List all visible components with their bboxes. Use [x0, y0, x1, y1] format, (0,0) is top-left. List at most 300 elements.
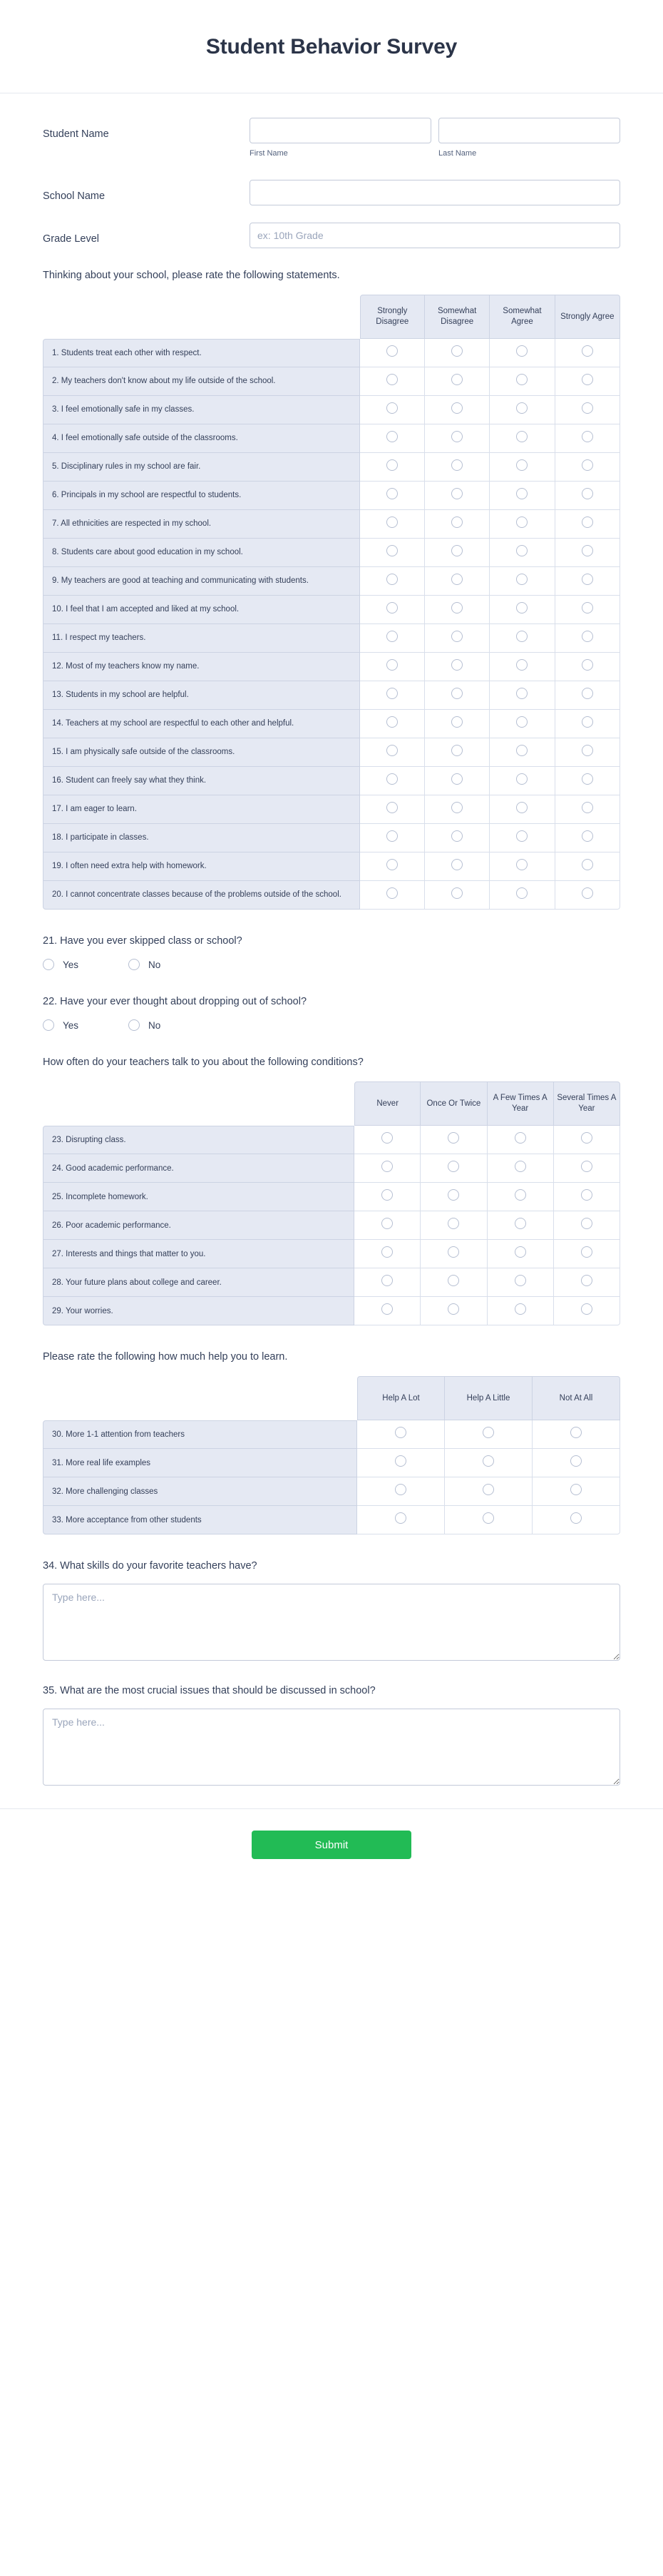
textarea-block-34 — [43, 1559, 620, 1661]
radio-icon[interactable] — [483, 1484, 494, 1495]
radio-icon[interactable] — [395, 1427, 406, 1438]
matrix-radio-cell[interactable] — [445, 1477, 533, 1506]
radio-icon[interactable] — [395, 1512, 406, 1524]
matrix-radio-cell[interactable] — [554, 1183, 620, 1211]
matrix-radio-cell[interactable] — [490, 824, 555, 852]
radio-icon[interactable] — [386, 374, 398, 385]
radio-icon[interactable] — [386, 716, 398, 728]
matrix-radio-cell[interactable] — [490, 710, 555, 738]
matrix-row — [43, 396, 620, 424]
matrix-radio-cell[interactable] — [425, 624, 490, 653]
matrix-radio-cell[interactable] — [490, 596, 555, 624]
matrix-radio-cell[interactable] — [490, 482, 555, 510]
matrix-row-label: 28. Your future plans about college and career. — [43, 1268, 354, 1297]
yesno-option-label: Yes — [63, 1019, 79, 1031]
radio-icon[interactable] — [451, 716, 463, 728]
radio-icon[interactable] — [451, 887, 463, 899]
radio-icon[interactable] — [515, 1303, 526, 1315]
radio-icon[interactable] — [43, 1019, 54, 1031]
matrix-radio-cell[interactable] — [488, 1126, 554, 1154]
matrix-row — [43, 482, 620, 510]
matrix-radio-cell[interactable] — [490, 539, 555, 567]
matrix-radio-cell[interactable] — [421, 1297, 487, 1325]
matrix-radio-cell[interactable] — [360, 424, 425, 453]
matrix-radio-cell[interactable] — [421, 1183, 487, 1211]
matrix-radio-cell[interactable] — [354, 1297, 421, 1325]
matrix-radio-cell[interactable] — [360, 681, 425, 710]
matrix-radio-cell[interactable] — [425, 596, 490, 624]
radio-icon[interactable] — [570, 1512, 582, 1524]
matrix-radio-cell[interactable] — [425, 653, 490, 681]
radio-icon[interactable] — [451, 488, 463, 499]
matrix-radio-cell[interactable] — [555, 852, 620, 881]
radio-icon[interactable] — [515, 1218, 526, 1229]
submit-button[interactable]: Submit — [252, 1831, 411, 1859]
radio-icon[interactable] — [381, 1189, 393, 1201]
radio-icon[interactable] — [581, 1275, 592, 1286]
matrix-radio-cell[interactable] — [360, 339, 425, 367]
matrix-row-label: 11. I respect my teachers. — [43, 624, 360, 653]
radio-icon[interactable] — [516, 488, 528, 499]
radio-icon[interactable] — [515, 1132, 526, 1144]
radio-icon[interactable] — [516, 773, 528, 785]
radio-icon[interactable] — [582, 716, 593, 728]
matrix-row-label: 6. Principals in my school are respectful to students. — [43, 482, 360, 510]
radio-icon[interactable] — [451, 688, 463, 699]
matrix-radio-cell[interactable] — [425, 453, 490, 482]
radio-icon[interactable] — [451, 802, 463, 813]
radio-icon[interactable] — [448, 1303, 459, 1315]
matrix-row — [43, 1211, 620, 1240]
matrix-column-header: Help A Little — [445, 1376, 533, 1420]
radio-icon[interactable] — [582, 887, 593, 899]
radio-icon[interactable] — [516, 545, 528, 556]
radio-icon[interactable] — [451, 602, 463, 614]
radio-icon[interactable] — [582, 773, 593, 785]
matrix-radio-cell[interactable] — [488, 1154, 554, 1183]
matrix-radio-cell[interactable] — [425, 482, 490, 510]
radio-icon[interactable] — [582, 459, 593, 471]
radio-icon[interactable] — [386, 745, 398, 756]
radio-icon[interactable] — [581, 1189, 592, 1201]
radio-icon[interactable] — [582, 345, 593, 357]
radio-icon[interactable] — [515, 1189, 526, 1201]
radio-icon[interactable] — [451, 459, 463, 471]
radio-icon[interactable] — [483, 1427, 494, 1438]
yesno-option-label: No — [148, 959, 161, 970]
radio-icon[interactable] — [516, 887, 528, 899]
matrix-radio-cell[interactable] — [360, 710, 425, 738]
matrix-row-label: 3. I feel emotionally safe in my classes. — [43, 396, 360, 424]
matrix-table-3 — [43, 1376, 620, 1534]
field-grade-level — [43, 223, 620, 248]
radio-icon[interactable] — [448, 1246, 459, 1258]
radio-icon[interactable] — [581, 1132, 592, 1144]
matrix-radio-cell[interactable] — [445, 1420, 533, 1449]
matrix-radio-cell[interactable] — [354, 1126, 421, 1154]
matrix-radio-cell[interactable] — [425, 367, 490, 396]
form-footer — [0, 1808, 663, 1888]
radio-icon[interactable] — [582, 402, 593, 414]
matrix-radio-cell[interactable] — [555, 881, 620, 910]
radio-icon[interactable] — [515, 1246, 526, 1258]
radio-icon[interactable] — [451, 402, 463, 414]
matrix-radio-cell[interactable] — [360, 453, 425, 482]
matrix-radio-cell[interactable] — [421, 1154, 487, 1183]
matrix-radio-cell[interactable] — [554, 1154, 620, 1183]
first-name-sublabel: First Name — [250, 149, 288, 158]
matrix-radio-cell[interactable] — [490, 453, 555, 482]
matrix-radio-cell[interactable] — [555, 567, 620, 596]
matrix-row-label: 1. Students treat each other with respect. — [43, 339, 360, 367]
matrix-row — [43, 767, 620, 795]
matrix-radio-cell[interactable] — [490, 396, 555, 424]
radio-icon[interactable] — [516, 631, 528, 642]
matrix-radio-cell[interactable] — [490, 852, 555, 881]
radio-icon[interactable] — [581, 1303, 592, 1315]
radio-icon[interactable] — [381, 1275, 393, 1286]
radio-icon[interactable] — [386, 488, 398, 499]
matrix-column-header: A Few Times A Year — [488, 1081, 554, 1126]
radio-icon[interactable] — [582, 602, 593, 614]
matrix-radio-cell[interactable] — [490, 567, 555, 596]
matrix-row — [43, 738, 620, 767]
radio-icon[interactable] — [43, 959, 54, 970]
matrix-row-label: 19. I often need extra help with homework. — [43, 852, 360, 881]
radio-icon[interactable] — [395, 1484, 406, 1495]
matrix-radio-cell[interactable] — [360, 539, 425, 567]
radio-icon[interactable] — [451, 830, 463, 842]
matrix-radio-cell[interactable] — [490, 795, 555, 824]
matrix-radio-cell[interactable] — [425, 567, 490, 596]
matrix-radio-cell[interactable] — [425, 767, 490, 795]
radio-icon[interactable] — [581, 1246, 592, 1258]
radio-icon[interactable] — [483, 1455, 494, 1467]
matrix-corner-cell — [43, 1081, 354, 1126]
radio-icon[interactable] — [516, 859, 528, 870]
radio-icon[interactable] — [582, 859, 593, 870]
matrix-radio-cell[interactable] — [360, 624, 425, 653]
matrix-corner-cell — [43, 1376, 357, 1420]
matrix-radio-cell[interactable] — [425, 881, 490, 910]
matrix-radio-cell[interactable] — [490, 624, 555, 653]
radio-icon[interactable] — [582, 545, 593, 556]
radio-icon[interactable] — [395, 1455, 406, 1467]
radio-icon[interactable] — [582, 688, 593, 699]
matrix-radio-cell[interactable] — [555, 767, 620, 795]
radio-icon[interactable] — [516, 830, 528, 842]
field-student-name — [43, 118, 620, 158]
radio-icon[interactable] — [516, 459, 528, 471]
radio-icon[interactable] — [386, 859, 398, 870]
field-school-name — [43, 180, 620, 205]
matrix-radio-cell[interactable] — [488, 1183, 554, 1211]
matrix-radio-cell[interactable] — [354, 1154, 421, 1183]
radio-icon[interactable] — [582, 659, 593, 671]
radio-icon[interactable] — [582, 745, 593, 756]
matrix-radio-cell[interactable] — [554, 1211, 620, 1240]
matrix-radio-cell[interactable] — [425, 738, 490, 767]
matrix-radio-cell[interactable] — [354, 1211, 421, 1240]
matrix-radio-cell[interactable] — [554, 1126, 620, 1154]
yesno-option-22-yes[interactable] — [43, 1019, 128, 1031]
matrix-radio-cell[interactable] — [555, 824, 620, 852]
radio-icon[interactable] — [386, 659, 398, 671]
textarea-input-34[interactable] — [43, 1584, 620, 1661]
radio-icon[interactable] — [386, 830, 398, 842]
matrix-radio-cell[interactable] — [360, 396, 425, 424]
radio-icon[interactable] — [582, 830, 593, 842]
matrix-radio-cell[interactable] — [554, 1240, 620, 1268]
matrix-radio-cell[interactable] — [360, 795, 425, 824]
matrix-radio-cell[interactable] — [555, 339, 620, 367]
yesno-option-21-yes[interactable] — [43, 959, 128, 970]
radio-icon[interactable] — [386, 545, 398, 556]
matrix-radio-cell[interactable] — [488, 1211, 554, 1240]
matrix-radio-cell[interactable] — [555, 596, 620, 624]
radio-icon[interactable] — [386, 402, 398, 414]
radio-icon[interactable] — [451, 545, 463, 556]
matrix-body-3 — [43, 1420, 620, 1534]
radio-icon[interactable] — [386, 574, 398, 585]
radio-icon[interactable] — [386, 431, 398, 442]
matrix-radio-cell[interactable] — [421, 1126, 487, 1154]
matrix-radio-cell[interactable] — [425, 339, 490, 367]
radio-icon[interactable] — [582, 431, 593, 442]
matrix-radio-cell[interactable] — [425, 424, 490, 453]
radio-icon[interactable] — [448, 1189, 459, 1201]
radio-icon[interactable] — [386, 345, 398, 357]
radio-icon[interactable] — [582, 631, 593, 642]
matrix-radio-cell[interactable] — [533, 1506, 620, 1534]
radio-icon[interactable] — [128, 1019, 140, 1031]
matrix-radio-cell[interactable] — [555, 653, 620, 681]
radio-icon[interactable] — [386, 802, 398, 813]
matrix-radio-cell[interactable] — [360, 767, 425, 795]
radio-icon[interactable] — [386, 887, 398, 899]
matrix-radio-cell[interactable] — [488, 1240, 554, 1268]
radio-icon[interactable] — [516, 659, 528, 671]
grade-level-input[interactable] — [250, 223, 620, 248]
matrix-radio-cell[interactable] — [421, 1268, 487, 1297]
page-title: Student Behavior Survey — [205, 35, 458, 58]
form-body — [0, 93, 663, 1786]
matrix-radio-cell[interactable] — [445, 1449, 533, 1477]
radio-icon[interactable] — [516, 802, 528, 813]
matrix-radio-cell[interactable] — [555, 681, 620, 710]
radio-icon[interactable] — [582, 374, 593, 385]
matrix-row — [43, 852, 620, 881]
radio-icon[interactable] — [451, 345, 463, 357]
matrix-radio-cell[interactable] — [490, 339, 555, 367]
field-label-grade-level: Grade Level — [43, 233, 99, 245]
matrix-radio-cell[interactable] — [425, 824, 490, 852]
matrix-radio-cell[interactable] — [488, 1297, 554, 1325]
matrix-table-2 — [43, 1081, 620, 1325]
matrix-radio-cell[interactable] — [490, 424, 555, 453]
matrix-question-1: Thinking about your school, please rate the following statements. — [43, 270, 340, 282]
matrix-radio-cell[interactable] — [488, 1268, 554, 1297]
matrix-radio-cell[interactable] — [555, 424, 620, 453]
radio-icon[interactable] — [582, 802, 593, 813]
matrix-radio-cell[interactable] — [490, 510, 555, 539]
yesno-option-22-no[interactable] — [128, 1019, 214, 1031]
matrix-radio-cell[interactable] — [425, 795, 490, 824]
radio-icon[interactable] — [516, 374, 528, 385]
matrix-radio-cell[interactable] — [425, 681, 490, 710]
matrix-radio-cell[interactable] — [490, 653, 555, 681]
radio-icon[interactable] — [516, 431, 528, 442]
radio-icon[interactable] — [582, 516, 593, 528]
radio-icon[interactable] — [451, 374, 463, 385]
field-label-student-name: Student Name — [43, 128, 109, 140]
radio-icon[interactable] — [451, 773, 463, 785]
matrix-column-header: Somewhat Disagree — [425, 295, 490, 339]
matrix-radio-cell[interactable] — [554, 1268, 620, 1297]
textarea-question-35: 35. What are the most crucial issues that should be discussed in school? — [43, 1685, 376, 1697]
radio-icon[interactable] — [516, 602, 528, 614]
matrix-radio-cell[interactable] — [555, 738, 620, 767]
radio-icon[interactable] — [581, 1218, 592, 1229]
matrix-row-label: 10. I feel that I am accepted and liked at my school. — [43, 596, 360, 624]
radio-icon[interactable] — [582, 574, 593, 585]
matrix-radio-cell[interactable] — [533, 1420, 620, 1449]
yesno-option-label: No — [148, 1019, 161, 1031]
radio-icon[interactable] — [386, 602, 398, 614]
matrix-radio-cell[interactable] — [360, 852, 425, 881]
matrix-row-label: 23. Disrupting class. — [43, 1126, 354, 1154]
matrix-radio-cell[interactable] — [555, 482, 620, 510]
radio-icon[interactable] — [381, 1218, 393, 1229]
radio-icon[interactable] — [451, 745, 463, 756]
matrix-column-header: Not At All — [533, 1376, 620, 1420]
matrix-radio-cell[interactable] — [554, 1297, 620, 1325]
radio-icon[interactable] — [386, 631, 398, 642]
radio-icon[interactable] — [582, 488, 593, 499]
radio-icon[interactable] — [516, 516, 528, 528]
matrix-radio-cell[interactable] — [555, 453, 620, 482]
radio-icon[interactable] — [381, 1161, 393, 1172]
radio-icon[interactable] — [451, 631, 463, 642]
matrix-column-header: Never — [354, 1081, 421, 1126]
radio-icon[interactable] — [381, 1246, 393, 1258]
matrix-radio-cell[interactable] — [533, 1449, 620, 1477]
radio-icon[interactable] — [516, 745, 528, 756]
yesno-option-21-no[interactable] — [128, 959, 214, 970]
radio-icon[interactable] — [570, 1484, 582, 1495]
radio-icon[interactable] — [381, 1303, 393, 1315]
radio-icon[interactable] — [448, 1161, 459, 1172]
radio-icon[interactable] — [128, 959, 140, 970]
matrix-radio-cell[interactable] — [360, 367, 425, 396]
matrix-radio-cell[interactable] — [354, 1240, 421, 1268]
radio-icon[interactable] — [451, 659, 463, 671]
matrix-row — [43, 367, 620, 396]
radio-icon[interactable] — [448, 1218, 459, 1229]
radio-icon[interactable] — [386, 688, 398, 699]
matrix-radio-cell[interactable] — [555, 396, 620, 424]
matrix-radio-cell[interactable] — [555, 539, 620, 567]
radio-icon[interactable] — [515, 1275, 526, 1286]
radio-icon[interactable] — [386, 459, 398, 471]
radio-icon[interactable] — [448, 1275, 459, 1286]
matrix-radio-cell[interactable] — [357, 1506, 445, 1534]
school-name-input[interactable] — [250, 180, 620, 205]
matrix-radio-cell[interactable] — [421, 1240, 487, 1268]
radio-icon[interactable] — [451, 431, 463, 442]
textarea-input-35[interactable] — [43, 1709, 620, 1786]
first-name-input[interactable] — [250, 118, 431, 143]
matrix-row — [43, 453, 620, 482]
radio-icon[interactable] — [570, 1427, 582, 1438]
matrix-row-label: 8. Students care about good education in my school. — [43, 539, 360, 567]
matrix-row — [43, 539, 620, 567]
matrix-row-label: 30. More 1-1 attention from teachers — [43, 1420, 357, 1449]
matrix-radio-cell[interactable] — [360, 482, 425, 510]
matrix-radio-cell[interactable] — [354, 1183, 421, 1211]
radio-icon[interactable] — [570, 1455, 582, 1467]
last-name-input[interactable] — [438, 118, 620, 143]
matrix-radio-cell[interactable] — [533, 1477, 620, 1506]
matrix-radio-cell[interactable] — [360, 653, 425, 681]
radio-icon[interactable] — [381, 1132, 393, 1144]
radio-icon[interactable] — [516, 716, 528, 728]
radio-icon[interactable] — [386, 516, 398, 528]
radio-icon[interactable] — [581, 1161, 592, 1172]
matrix-radio-cell[interactable] — [360, 567, 425, 596]
matrix-radio-cell[interactable] — [425, 710, 490, 738]
radio-icon[interactable] — [451, 574, 463, 585]
matrix-radio-cell[interactable] — [555, 367, 620, 396]
radio-icon[interactable] — [516, 345, 528, 357]
matrix-radio-cell[interactable] — [425, 852, 490, 881]
matrix-radio-cell[interactable] — [490, 681, 555, 710]
radio-icon[interactable] — [386, 773, 398, 785]
matrix-question-2: How often do your teachers talk to you about the following conditions? — [43, 1057, 364, 1069]
matrix-radio-cell[interactable] — [490, 738, 555, 767]
radio-icon[interactable] — [515, 1161, 526, 1172]
matrix-radio-cell[interactable] — [360, 738, 425, 767]
radio-icon[interactable] — [516, 402, 528, 414]
radio-icon[interactable] — [451, 859, 463, 870]
matrix-radio-cell[interactable] — [357, 1420, 445, 1449]
matrix-radio-cell[interactable] — [490, 767, 555, 795]
matrix-radio-cell[interactable] — [490, 367, 555, 396]
matrix-radio-cell[interactable] — [555, 624, 620, 653]
radio-icon[interactable] — [483, 1512, 494, 1524]
matrix-radio-cell[interactable] — [360, 824, 425, 852]
radio-icon[interactable] — [451, 516, 463, 528]
matrix-radio-cell[interactable] — [360, 596, 425, 624]
matrix-radio-cell[interactable] — [354, 1268, 421, 1297]
matrix-radio-cell[interactable] — [490, 881, 555, 910]
matrix-radio-cell[interactable] — [360, 881, 425, 910]
matrix-radio-cell[interactable] — [357, 1449, 445, 1477]
matrix-radio-cell[interactable] — [425, 396, 490, 424]
matrix-radio-cell[interactable] — [421, 1211, 487, 1240]
radio-icon[interactable] — [516, 688, 528, 699]
matrix-radio-cell[interactable] — [357, 1477, 445, 1506]
radio-icon[interactable] — [516, 574, 528, 585]
matrix-radio-cell[interactable] — [445, 1506, 533, 1534]
matrix-radio-cell[interactable] — [425, 539, 490, 567]
matrix-radio-cell[interactable] — [555, 710, 620, 738]
radio-icon[interactable] — [448, 1132, 459, 1144]
matrix-radio-cell[interactable] — [425, 510, 490, 539]
matrix-radio-cell[interactable] — [555, 795, 620, 824]
matrix-radio-cell[interactable] — [360, 510, 425, 539]
matrix-radio-cell[interactable] — [555, 510, 620, 539]
